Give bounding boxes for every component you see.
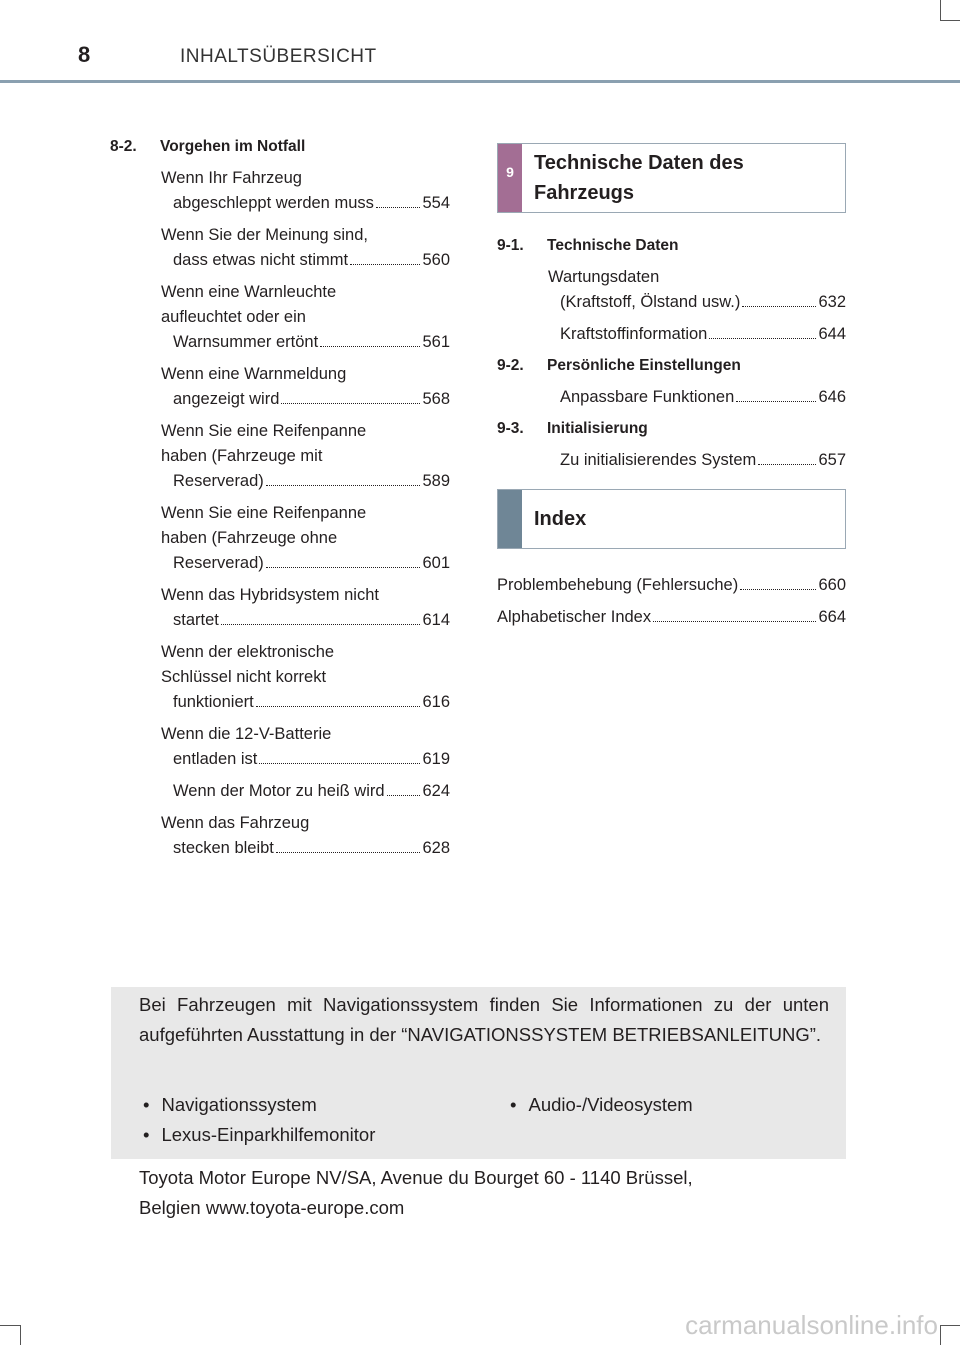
page-ref: 657 xyxy=(818,451,846,469)
toc-entry xyxy=(161,583,450,633)
dot-leader xyxy=(653,621,816,622)
dot-leader xyxy=(709,338,816,339)
page-ref: 601 xyxy=(422,554,450,572)
chapter-tab xyxy=(498,490,522,548)
toc-entry xyxy=(161,640,450,715)
page-ref: 560 xyxy=(422,251,450,269)
section-heading xyxy=(497,357,846,375)
toc-entry-text: Anpassbare Funktionen xyxy=(560,388,735,406)
dot-leader xyxy=(350,264,420,265)
dot-leader xyxy=(266,485,421,486)
index-entries xyxy=(497,573,846,630)
page-ref: 646 xyxy=(818,388,846,406)
dot-leader xyxy=(736,401,816,402)
toc-entry-line: Wenn Sie eine Reifenpanne xyxy=(161,504,367,522)
header-title: INHALTSÜBERSICHT xyxy=(180,46,377,67)
crop-mark xyxy=(0,1325,20,1326)
index-entry xyxy=(497,605,846,630)
toc-entry-line: Wenn eine Warnmeldung xyxy=(161,365,347,383)
watermark: carmanualsonline.info xyxy=(685,1310,938,1340)
toc-entry-text: Zu initialisierendes System xyxy=(560,451,757,469)
toc-entry-line: Wartungsdaten xyxy=(548,268,660,286)
chapter-title-line: Fahrzeugs xyxy=(534,182,635,204)
chapter-9-sections xyxy=(497,237,846,473)
dot-leader xyxy=(281,403,420,404)
dot-leader xyxy=(387,795,421,796)
section-heading xyxy=(110,138,450,156)
toc-entry xyxy=(161,419,450,494)
toc-entry-last-line xyxy=(560,290,846,315)
toc-entry xyxy=(548,265,846,315)
toc-entry-line: Wenn Ihr Fahrzeug xyxy=(161,169,302,187)
dot-leader xyxy=(320,346,420,347)
section-number: 9-2. xyxy=(497,357,524,374)
toc-entry-line: haben (Fahrzeuge mit xyxy=(161,447,323,465)
footer-address xyxy=(139,1163,839,1223)
page-ref: 616 xyxy=(422,693,450,711)
toc-section xyxy=(497,357,846,410)
toc-entry-last-line xyxy=(560,385,846,410)
toc-entry-text: (Kraftstoff, Ölstand usw.) xyxy=(560,293,741,311)
bullet-item: • Audio-/Videosystem xyxy=(510,1090,693,1120)
toc-entry-text: Reserverad) xyxy=(173,554,264,572)
note-text: Bei Fahrzeugen mit Navigationssystem finden Sie Informationen zu der unten aufgeführten Ausstattung in der “NAVIGATIONSSYSTEM BETRIEBSANLEITUNG”. xyxy=(139,994,829,1045)
toc-section xyxy=(497,237,846,347)
page-ref: 589 xyxy=(422,472,450,490)
section-number: 9-1. xyxy=(497,237,524,254)
toc-entry-last-line xyxy=(173,690,450,715)
toc-entry-text: abgeschleppt werden muss xyxy=(173,194,374,212)
toc-entry-text: Kraftstoffinformation xyxy=(560,325,708,343)
toc-entry-last-line xyxy=(173,330,450,355)
dot-leader xyxy=(221,624,421,625)
section-number: 8-2. xyxy=(110,138,137,155)
chapter-9-box xyxy=(497,143,846,213)
page-ref: 660 xyxy=(818,576,846,594)
toc-entry-text: entladen ist xyxy=(173,750,258,768)
page-ref: 624 xyxy=(422,782,450,800)
index-entry-text: Alphabetischer Index xyxy=(497,608,652,626)
toc-entry xyxy=(161,362,450,412)
page-ref: 568 xyxy=(422,390,450,408)
page-ref: 614 xyxy=(422,611,450,629)
section-heading xyxy=(497,420,846,438)
toc-entries xyxy=(548,385,846,410)
page-ref: 644 xyxy=(818,325,846,343)
chapter-title: Index xyxy=(534,508,587,530)
footer-line: Belgien www.toyota-europe.com xyxy=(139,1197,405,1218)
footer-line: Toyota Motor Europe NV/SA, Avenue du Bourget 60 - 1140 Brüssel, xyxy=(139,1167,693,1188)
page-ref: 664 xyxy=(818,608,846,626)
toc-entry-line: Wenn Sie der Meinung sind, xyxy=(161,226,368,244)
page-ref: 619 xyxy=(422,750,450,768)
dot-leader xyxy=(266,567,421,568)
section-heading xyxy=(497,237,846,255)
toc-entry xyxy=(161,722,450,772)
right-column xyxy=(497,143,846,637)
crop-mark xyxy=(940,1325,960,1326)
chapter-title-line: Technische Daten des xyxy=(534,152,744,174)
chapter-title xyxy=(522,144,756,212)
chapter-tab: 9 xyxy=(498,144,522,212)
dot-leader xyxy=(740,589,816,590)
toc-entry xyxy=(548,322,846,347)
toc-entry-line: Wenn eine Warnleuchte xyxy=(161,283,337,301)
section-title: Technische Daten xyxy=(547,237,679,254)
dot-leader xyxy=(376,207,421,208)
toc-entry-text: Wenn der Motor zu heiß wird xyxy=(173,782,385,800)
toc-entry xyxy=(161,779,450,804)
toc-entry xyxy=(161,166,450,216)
toc-entries xyxy=(548,448,846,473)
toc-entry-text: Warnsummer ertönt xyxy=(173,333,319,351)
toc-entry-line: Wenn das Fahrzeug xyxy=(161,814,310,832)
page-header xyxy=(0,0,960,84)
section-title: Initialisierung xyxy=(547,420,648,437)
toc-entry-line: Wenn der elektronische xyxy=(161,643,335,661)
toc-entry-last-line xyxy=(173,469,450,494)
section-number: 9-3. xyxy=(497,420,524,437)
toc-entry-last-line xyxy=(173,779,450,804)
toc-entries xyxy=(161,166,450,861)
toc-entry xyxy=(548,385,846,410)
index-entry xyxy=(497,573,846,598)
toc-entry-line: Schlüssel nicht korrekt xyxy=(161,668,327,686)
section-title: Persönliche Einstellungen xyxy=(547,357,741,374)
dot-leader xyxy=(276,852,421,853)
toc-entry-line: haben (Fahrzeuge ohne xyxy=(161,529,338,547)
dot-leader xyxy=(758,464,816,465)
dot-leader xyxy=(256,706,421,707)
toc-entry-line: Wenn das Hybridsystem nicht xyxy=(161,586,379,604)
toc-entry xyxy=(161,501,450,576)
note-box xyxy=(111,987,846,1159)
bullet-item: • Lexus-Einparkhilfemonitor xyxy=(143,1120,375,1150)
toc-entry-last-line xyxy=(173,747,450,772)
toc-entry-text: Reserverad) xyxy=(173,472,264,490)
toc-entry-last-line xyxy=(173,551,450,576)
toc-entry-text: startet xyxy=(173,611,219,629)
toc-entry-last-line xyxy=(173,608,450,633)
crop-mark xyxy=(20,1325,21,1345)
toc-entry-line: Wenn Sie eine Reifenpanne xyxy=(161,422,367,440)
toc-entry-line: Wenn die 12-V-Batterie xyxy=(161,725,332,743)
index-chapter-box xyxy=(497,489,846,549)
toc-entry-last-line xyxy=(173,248,450,273)
toc-entry-text: stecken bleibt xyxy=(173,839,274,857)
index-entry-text: Problembehebung (Fehlersuche) xyxy=(497,576,739,594)
left-column xyxy=(110,138,450,868)
dot-leader xyxy=(259,763,420,764)
crop-mark xyxy=(940,1325,941,1345)
toc-entry-text: funktioniert xyxy=(173,693,254,711)
page-ref: 554 xyxy=(422,194,450,212)
toc-entry-line: aufleuchtet oder ein xyxy=(161,308,306,326)
toc-entry-last-line xyxy=(173,191,450,216)
toc-entry xyxy=(161,280,450,355)
page-ref: 561 xyxy=(422,333,450,351)
toc-entry-text: angezeigt wird xyxy=(173,390,280,408)
dot-leader xyxy=(742,306,816,307)
toc-entry xyxy=(548,448,846,473)
bullet-item: • Navigationssystem xyxy=(143,1090,317,1120)
toc-entry xyxy=(161,223,450,273)
toc-entry-last-line xyxy=(560,322,846,347)
toc-entries xyxy=(548,265,846,347)
page-number: 8 xyxy=(78,42,91,67)
toc-entry-text: dass etwas nicht stimmt xyxy=(173,251,349,269)
toc-entry xyxy=(161,811,450,861)
toc-entry-last-line xyxy=(173,836,450,861)
header-rule xyxy=(0,80,960,83)
page-ref: 628 xyxy=(422,839,450,857)
section-title: Vorgehen im Notfall xyxy=(160,138,306,155)
toc-section xyxy=(497,420,846,473)
toc-entry-last-line xyxy=(560,448,846,473)
toc-entry-last-line xyxy=(173,387,450,412)
page-ref: 632 xyxy=(818,293,846,311)
